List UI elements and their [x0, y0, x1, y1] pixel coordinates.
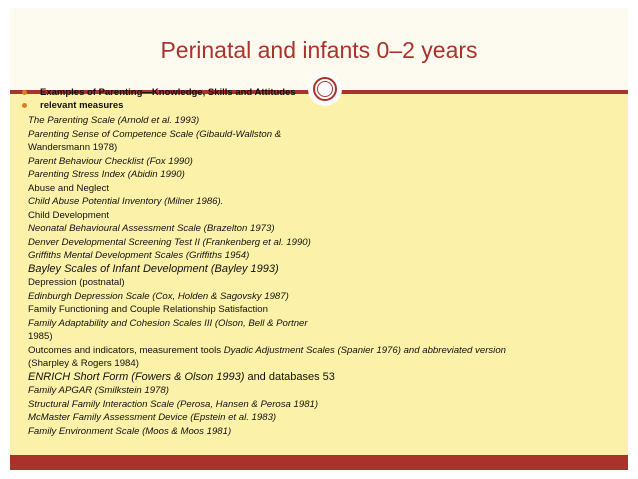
measure-text: Family Environment Scale (Moos & Moos 1981) — [28, 425, 232, 437]
measure-text: (Sharpley & Rogers 1984) — [28, 358, 139, 369]
measure-text: Parenting Stress Index (Abidin 1990) — [28, 169, 185, 180]
measure-line — [28, 398, 620, 412]
measure-text: Denver Developmental Screening Test II (Frankenberg et al. 1990) — [28, 236, 311, 248]
measure-line — [28, 182, 620, 196]
measure-text: Child Development — [28, 209, 110, 221]
slide — [10, 8, 628, 470]
measure-line — [28, 195, 620, 209]
measure-text: Structural Family Interaction Scale (Perosa, Hansen & Perosa 1981) — [28, 398, 319, 410]
measure-text: Family Functioning and Couple Relationship Satisfaction — [28, 304, 268, 315]
measure-text: McMaster Family Assessment Device (Epstein et al. 1983) — [28, 412, 277, 423]
measure-line — [28, 317, 620, 331]
measure-text: ENRICH Short Form (Fowers & Olson 1993) — [28, 370, 245, 383]
footer-bar — [10, 455, 628, 470]
measure-line — [28, 141, 620, 155]
measure-line — [28, 222, 620, 236]
measure-line — [28, 263, 620, 277]
bullet-dot-icon — [22, 103, 27, 108]
measure-line — [28, 236, 620, 250]
measure-line — [28, 128, 620, 142]
measure-text: 1985) — [28, 331, 53, 342]
measure-line — [28, 371, 620, 385]
measure-text: Parenting Sense of Competence Scale (Gibauld-Wallston & — [28, 128, 282, 140]
bullet-dot-icon — [22, 90, 27, 95]
measure-line — [28, 155, 620, 169]
measure-text: The Parenting Scale (Arnold et al. 1993) — [28, 115, 200, 126]
measure-line — [28, 114, 620, 128]
measure-line — [28, 411, 620, 425]
measure-line — [28, 168, 620, 182]
measure-text: Family Adaptability and Cohesion Scales III (Olson, Bell & Portner — [28, 317, 308, 329]
measure-line — [28, 249, 620, 263]
measure-line — [28, 425, 620, 439]
measure-text: Edinburgh Depression Scale (Cox, Holden & Sagovsky 1987) — [28, 290, 289, 302]
measure-text: Dyadic Adjustment Scales (Spanier 1976) and abbreviated version — [223, 344, 506, 356]
content-area — [10, 87, 628, 455]
decorative-circle-icon — [308, 72, 342, 106]
bullet-text: Examples of Parenting—Knowledge, Skills and Attitudes — [40, 87, 296, 98]
measure-text: Bayley Scales of Infant Development (Bayley 1993) — [28, 262, 279, 275]
measure-text: Family APGAR (Smilkstein 1978) — [28, 385, 169, 396]
measure-line — [28, 290, 620, 304]
measure-text: Depression (postnatal) — [28, 277, 125, 288]
measure-line — [28, 384, 620, 398]
measure-line — [28, 357, 620, 371]
measure-text: Abuse and Neglect — [28, 182, 110, 194]
measure-text: and databases 53 — [244, 370, 335, 383]
measure-line — [28, 303, 620, 317]
measure-line — [28, 276, 620, 290]
measure-line — [28, 344, 620, 358]
measures-list — [28, 114, 620, 438]
measure-text: Griffiths Mental Development Scales (Griffiths 1954) — [28, 250, 250, 261]
measure-text: Wandersmann 1978) — [28, 142, 118, 153]
measure-line — [28, 209, 620, 223]
measure-text: Outcomes and indicators, measurement tools — [28, 344, 224, 356]
measure-text: Parent Behaviour Checklist (Fox 1990) — [28, 155, 193, 167]
measure-line — [28, 330, 620, 344]
measure-text: Neonatal Behavioural Assessment Scale (Brazelton 1973) — [28, 223, 275, 234]
measure-text: Child Abuse Potential Inventory (Milner 1986). — [28, 196, 224, 207]
bullet-text: relevant measures — [40, 100, 124, 111]
slide-title: Perinatal and infants 0–2 years — [160, 37, 478, 63]
